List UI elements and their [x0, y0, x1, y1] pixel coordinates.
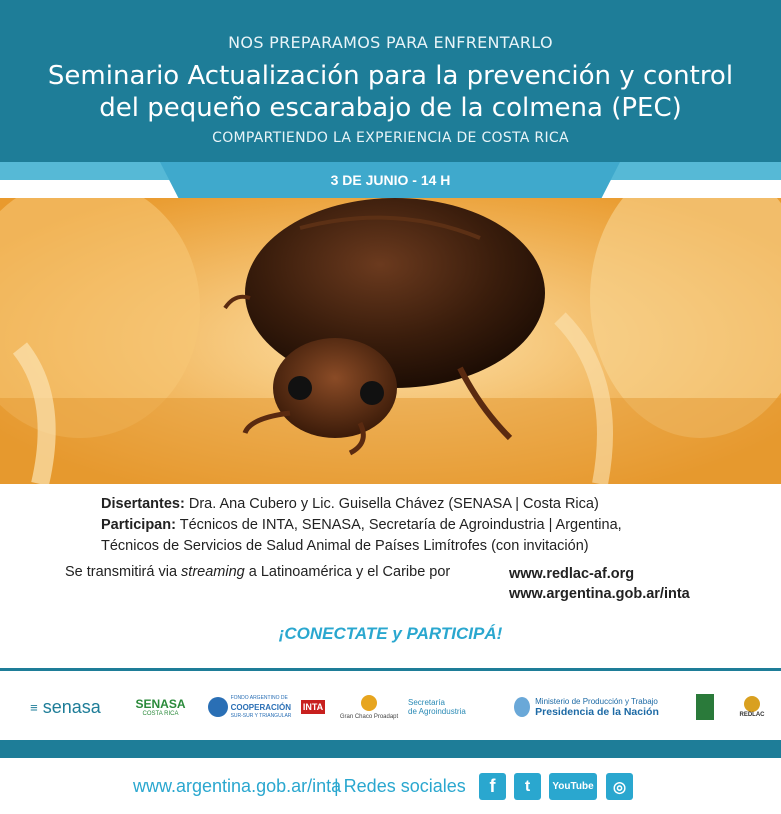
beetle-illustration — [0, 198, 781, 484]
stream-post: a Latinoamérica y el Caribe por — [248, 564, 451, 580]
sponsor-logos — [0, 676, 781, 738]
participants-label: Participan: — [101, 517, 176, 533]
speakers-line — [101, 496, 599, 512]
divider — [0, 668, 781, 671]
ministerio-line2: Presidencia de la Nación — [535, 705, 659, 718]
secretaria-line1: Secretaría — [408, 698, 445, 707]
inta-logo — [300, 676, 326, 738]
wheat-icon — [696, 694, 714, 720]
title-line-1: Seminario Actualización para la prevención y control — [47, 61, 734, 91]
chaco-logo — [338, 676, 400, 738]
redlac-emblem-icon — [744, 696, 760, 712]
participants-line — [101, 517, 622, 533]
sun-icon — [361, 695, 377, 711]
senasa-cr-logo — [128, 676, 193, 738]
page-title — [20, 60, 761, 124]
stream-line — [65, 564, 450, 580]
ministerio-text — [535, 697, 659, 718]
wheat-logo — [692, 676, 718, 738]
senasa-logo — [18, 676, 113, 738]
facebook-icon[interactable]: f — [479, 773, 506, 800]
fondo-line2: COOPERACIÓN — [230, 702, 292, 712]
url-inta-link[interactable]: www.argentina.gob.ar/inta — [509, 586, 690, 602]
beetle-photo — [0, 198, 781, 484]
redlac-text: REDLAC — [739, 712, 765, 718]
twitter-icon[interactable]: t — [514, 773, 541, 800]
url-redlac-link[interactable]: www.redlac-af.org — [509, 566, 635, 582]
subtitle: COMPARTIENDO LA EXPERIENCIA DE COSTA RICA — [212, 130, 569, 146]
coat-of-arms-icon — [514, 697, 530, 717]
footer — [0, 758, 781, 814]
fondo-text — [231, 694, 292, 721]
header-banner — [0, 0, 781, 162]
secretaria-logo — [408, 676, 488, 738]
speakers-text: Dra. Ana Cubero y Lic. Guisella Chávez (SENASA | Costa Rica) — [188, 496, 599, 512]
secretaria-line2: de Agroindustria — [408, 707, 466, 716]
participants-line-2: Técnicos de Servicios de Salud Animal de Países Limítrofes (con invitación) — [101, 538, 589, 554]
senasa-mark-icon: ≡ — [30, 699, 38, 715]
participants-text: Técnicos de INTA, SENASA, Secretaría de Agroindustria | Argentina, — [179, 517, 622, 533]
event-date: 3 DE JUNIO - 14 H — [330, 172, 451, 188]
instagram-icon[interactable]: ◎ — [606, 773, 633, 800]
inta-text: INTA — [302, 702, 324, 712]
footer-inta-link[interactable]: www.argentina.gob.ar/inta — [133, 776, 342, 796]
fondo-line1: FONDO ARGENTINO DE — [230, 694, 288, 701]
senasa-logo-text: senasa — [42, 696, 101, 717]
stream-em: streaming — [181, 564, 245, 580]
senasa-cr-text: SENASA — [135, 697, 186, 711]
footer-social-label: | Redes sociales — [334, 776, 466, 796]
bottom-bar — [0, 740, 781, 758]
ministerio-line1: Ministerio de Producción y Trabajo — [535, 696, 658, 706]
redlac-logo — [734, 676, 770, 738]
fondo-cooperacion-logo — [207, 676, 292, 738]
ministerio-logo — [494, 676, 679, 738]
fondo-line3: SUR-SUR Y TRIANGULAR — [230, 712, 292, 719]
senasa-cr-sub: COSTA RICA — [142, 711, 179, 717]
globe-icon — [208, 697, 228, 717]
speakers-label: Disertantes: — [101, 496, 185, 512]
title-line-2: del pequeño escarabajo de la colmena (PEC) — [99, 93, 682, 123]
youtube-icon[interactable]: YouTube — [549, 773, 597, 800]
stream-pre: Se transmitirá via — [65, 564, 178, 580]
chaco-text: Gran Chaco Proadapt — [339, 713, 399, 720]
kicker: NOS PREPARAMOS PARA ENFRENTARLO — [228, 33, 553, 52]
call-to-action: ¡CONECTATE y PARTICIPÁ! — [278, 624, 503, 643]
